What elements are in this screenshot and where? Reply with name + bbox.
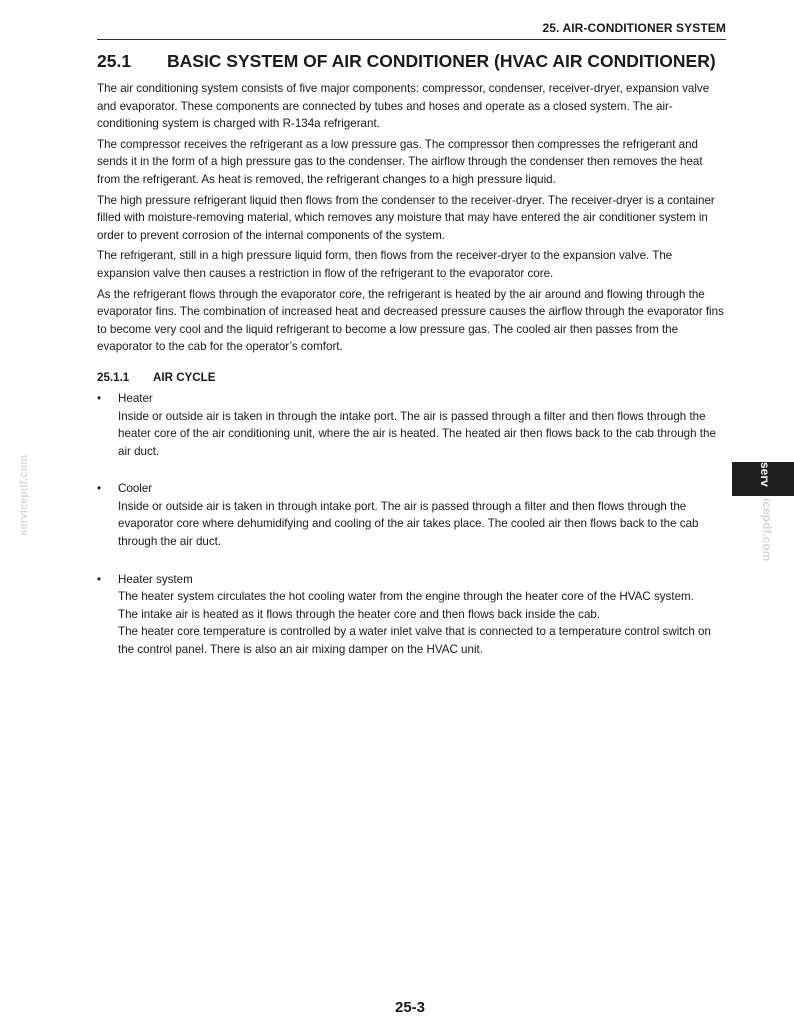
header-rule — [97, 39, 726, 40]
running-header: 25. AIR-CONDITIONER SYSTEM — [542, 21, 726, 35]
subsection-title — [97, 371, 726, 384]
side-tab-text: serv — [758, 462, 772, 487]
section-title-text: BASIC SYSTEM OF AIR CONDITIONER (HVAC AIR CONDITIONER) — [167, 51, 716, 71]
list-item-text: Inside or outside air is taken in through intake port. The air is passed through a filter and then flows through the evaporator core where dehumidifying and cooling of the air takes place. The cooled air then flows back to the cab through the air duct. — [118, 499, 699, 549]
list-item — [97, 571, 726, 659]
watermark-right: icepdf.com — [760, 498, 774, 562]
bullet-icon: • — [97, 482, 102, 496]
list-item — [97, 480, 726, 550]
paragraph: The high pressure refrigerant liquid then flows from the condenser to the receiver-dryer. The receiver-dryer is a container filled with moisture-removing material, which removes any moisture that may have entered the air conditioner system in order to prevent corrosion of the internal components of the system. — [97, 193, 715, 242]
list-item — [97, 390, 726, 460]
list-item-heading: Heater — [118, 391, 153, 405]
paragraph: The refrigerant, still in a high pressure liquid form, then flows from the receiver-dryer to the expansion valve. The expansion valve then causes a restriction in flow of the refrigerant to the evaporator core. — [97, 249, 673, 280]
paragraph: The compressor receives the refrigerant as a low pressure gas. The compressor then compresses the refrigerant and sends it in the form of a high pressure gas to the condenser. The airflow through the condenser then removes the heat from the refrigerant. As heat is removed, the refrigerant changes to a high pressure liquid. — [97, 137, 703, 186]
list-item-text: The intake air is heated as it flows through the heater core and then flows back inside the cab. — [118, 607, 601, 621]
section-number: 25.1 — [97, 51, 132, 71]
list-item-text: The heater core temperature is controlled by a water inlet valve that is connected to a temperature control switch on the control panel. There is also an air mixing damper on the HVAC unit. — [118, 625, 711, 657]
list-item-text: Inside or outside air is taken in through the intake port. The air is passed through a filter and then flows through the heater core of the air conditioning unit, where the air is heated. The heated air then flows back to the cab through the air duct. — [118, 409, 716, 458]
subsection-number: 25.1.1 — [97, 370, 130, 384]
bullet-icon: • — [97, 572, 102, 586]
subsection-title-text: AIR CYCLE — [153, 370, 216, 384]
page-content — [97, 51, 726, 679]
list-item-heading: Heater system — [118, 572, 193, 586]
bullet-icon: • — [97, 391, 102, 405]
section-title — [97, 51, 726, 72]
list-item-text: The heater system circulates the hot cooling water from the engine through the heater core of the HVAC system. — [118, 590, 694, 604]
paragraph: As the refrigerant flows through the evaporator core, the refrigerant is heated by the air around and flowing through the evaporator fins. The combination of increased heat and decreased pressure causes the airflow through the evaporator fins to become very cool and the liquid refrigerant to become a low pressure gas. The cooled air then passes from the evaporator to the cab for the operator’s comfort. — [97, 287, 724, 354]
paragraph: The air conditioning system consists of five major components: compressor, condenser, receiver-dryer, expansion valve and evaporator. These components are connected by tubes and hoses and operate as a closed system. The air-conditioning system is charged with R-134a refrigerant. — [97, 82, 710, 131]
watermark-left: servicepdf.com — [18, 455, 30, 536]
page-number: 25-3 — [394, 999, 426, 1016]
list-item-heading: Cooler — [118, 482, 153, 496]
